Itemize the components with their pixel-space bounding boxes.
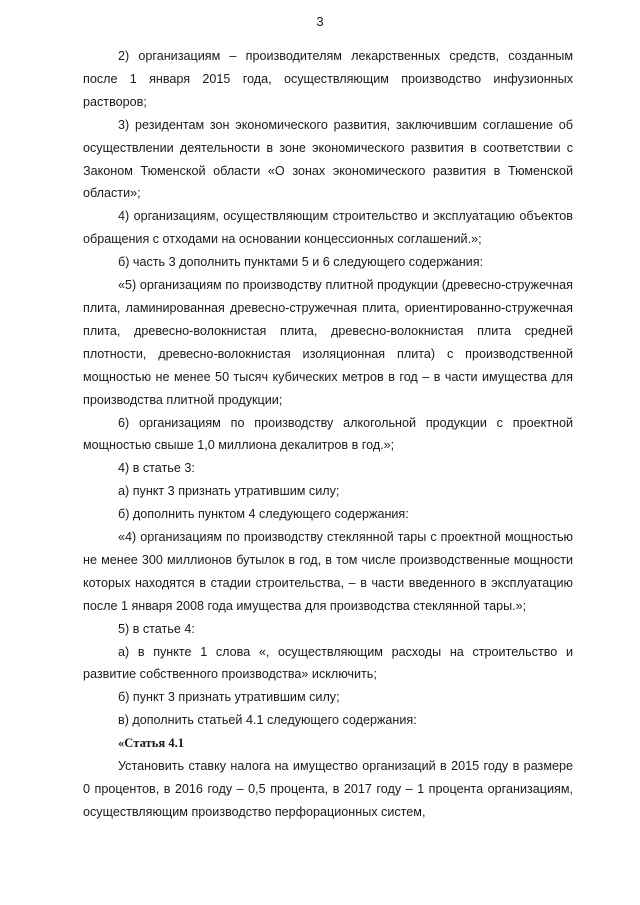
paragraph-article-3-b: б) дополнить пунктом 4 следующего содержания:: [118, 507, 409, 522]
paragraph-article-4-c: в) дополнить статьей 4.1 следующего содержания:: [118, 713, 417, 728]
paragraph-amendment-part-3: б) часть 3 дополнить пунктами 5 и 6 следующего содержания:: [118, 255, 484, 270]
paragraph-article-3: 4) в статье 3:: [118, 461, 195, 476]
paragraph-item-4-glass: «4) организациям по производству стеклянной тары с проектной мощностью не менее 300 миллионов бутылок в год, в том числе производственные мощности которых находятся в стадии строительства, – в части введенного в эксплуатацию после 1 января 2008 года имущества для производства стеклянной тары.»;: [83, 530, 573, 613]
paragraph-item-6: 6) организациям по производству алкогольной продукции с проектной мощностью свыше 1,0 миллиона декалитров в год.»;: [83, 415, 573, 453]
article-paragraph: Установить ставку налога на имущество организаций в 2015 году в размере 0 процентов, в 2016 году – 0,5 процента, в 2017 году – 1 процента организациям, осуществляющим производство перфорационных систем,: [83, 759, 573, 819]
document-body: [83, 45, 573, 824]
article-heading: «Статья 4.1: [118, 736, 185, 751]
paragraph-item-2: 2) организациям – производителям лекарственных средств, созданным после 1 января 2015 года, осуществляющим производство инфузионных растворов;: [83, 49, 573, 109]
paragraph-item-3: 3) резидентам зон экономического развития, заключившим соглашение об осуществлении деятельности в зоне экономического развития в соответствии с Законом Тюменской области «О зонах экономического развития в Тюменской области»;: [83, 117, 573, 201]
paragraph-article-4: 5) в статье 4:: [118, 621, 195, 636]
paragraph-item-4: 4) организациям, осуществляющим строительство и эксплуатацию объектов обращения с отходами на основании концессионных соглашений.»;: [83, 209, 573, 247]
paragraph-item-5: «5) организациям по производству плитной продукции (древесно-стружечная плита, ламинированная древесно-стружечная плита, ориентированно-стружечная плита, древесно-волокнистая плита, древесно-волокнистая плита средней плотности, древесно-волокнистая изоляционная плита) с производственной мощностью не менее 50 тысяч кубических метров в год – в части имущества для производства плитной продукции;: [83, 278, 573, 407]
paragraph-article-3-a: а) пункт 3 признать утратившим силу;: [118, 484, 340, 499]
paragraph-article-4-a: а) в пункте 1 слова «, осуществляющим расходы на строительство и развитие собственного производства» исключить;: [83, 644, 573, 682]
paragraph-article-4-b: б) пункт 3 признать утратившим силу;: [118, 690, 340, 705]
page-number: 3: [316, 14, 324, 29]
